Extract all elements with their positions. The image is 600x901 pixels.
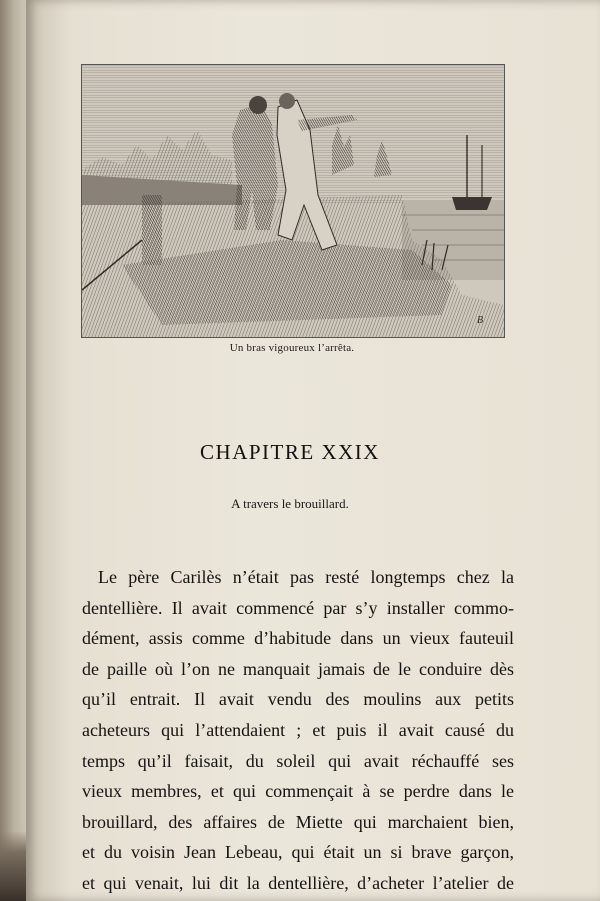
text-line: brouillard, des affaires de Miette qui marchaient bien,	[82, 811, 514, 832]
chapter-subtitle: A travers le brouillard.	[231, 496, 349, 511]
text-line: dément, assis comme d’habitude dans un vieux fauteuil	[82, 628, 514, 649]
text-line: vieux membres, et qui commençait à se perdre dans le	[82, 781, 514, 802]
chapter-body-paragraph	[82, 562, 514, 899]
text-line: de paille où l’on ne manquait jamais de le conduire dès	[82, 658, 514, 679]
text-line: acheteurs qui l’attendaient ; et puis il avait causé du	[82, 719, 514, 740]
text-line: et qui venait, lui dit la dentellière, d’acheter l’atelier de	[82, 872, 514, 893]
text-line: dentellière. Il avait commencé par s’y installer commo-	[82, 597, 514, 618]
text-line: temps qu’il faisait, du soleil qui avait réchauffé ses	[82, 750, 514, 771]
engraver-signature: B	[477, 315, 484, 326]
illustration-caption: Un bras vigoureux l’arrêta.	[229, 342, 355, 354]
engraving-illustration	[81, 64, 505, 338]
chapter-title: CHAPITRE XXIX	[200, 440, 380, 464]
text-line: Le père Carilès n’était pas resté longtemps chez la	[98, 567, 514, 587]
text-line: et du voisin Jean Lebeau, qui était un si brave garçon,	[82, 842, 514, 863]
text-line: qu’il entrait. Il avait vendu des moulins aux petits	[82, 689, 514, 710]
